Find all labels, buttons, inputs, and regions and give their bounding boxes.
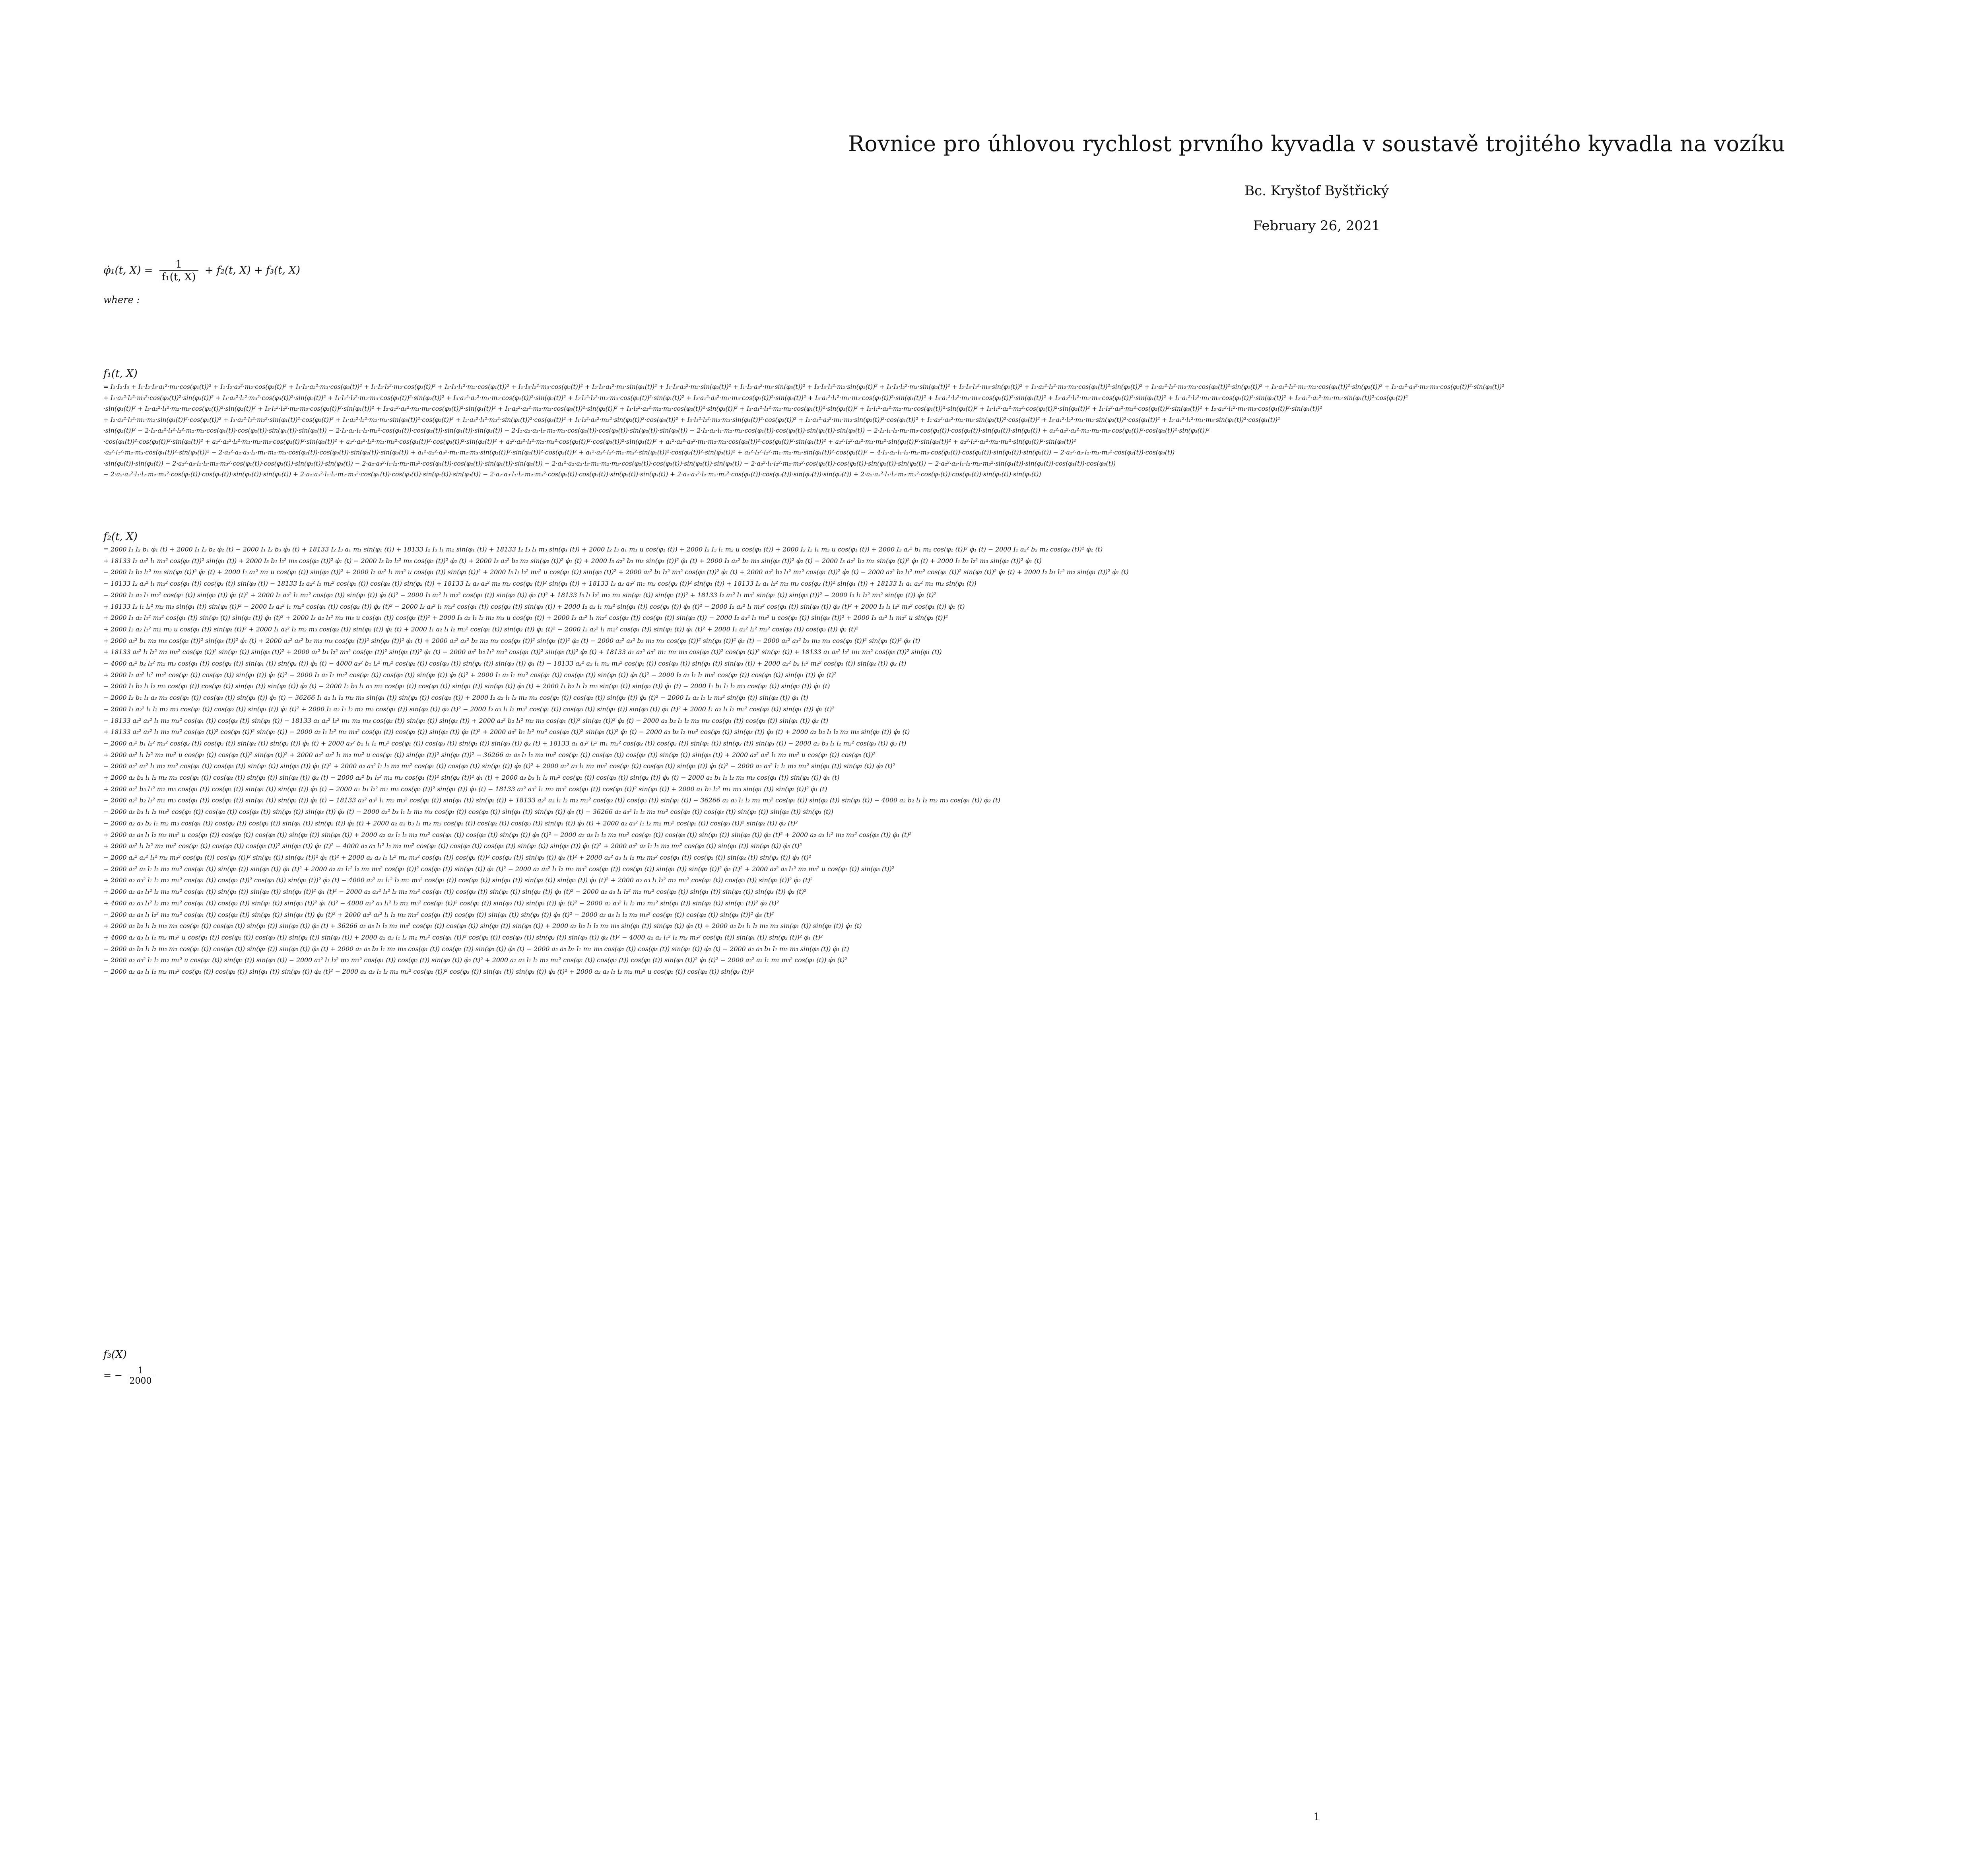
formula-line: = 2000 I₁ I₂ b₁ φ̇₁ (t) + 2000 I₁ I₃ b₂ φ̇₂ (t) − 2000 I₁ I₂ b₃ φ̇₃ (t) + 18133 I₂ I₃ a₁ m₁ sin(φ₁ (t)) + 18133 I₂ I₃ l₁ m₂ sin(φ₁ (t)) + 18133 I₂ I₃ l₁ m₃ sin(φ₁ (t)) + 2000 I₂ I₃ a₁ m₁ u cos(φ₁ (t)) + 2000 I₂ I₃ l₁ m₂ u cos(φ₁ (t)) + 2000 I₂ I₃ l₁ m₃ u cos(φ₁ (t)) + 2000 I₃ a₂² b₁ m₂ cos(φ₂ (t))² φ̇₁ (t) − 2000 I₁ a₂² b₂ m₂ cos(φ₂ (t))² φ̇₂ (t) <box>103 546 1103 553</box>
formula-line: + 2000 a₂ a₃² l₁ l₂ m₂ m₃² cos(φ₁ (t)) cos(φ₂ (t))² cos(φ₃ (t)) sin(φ₃ (t))² φ̇₂ (t) − 4000 a₂² a₃ l₁² l₂ m₂ m₃² cos(φ₁ (t)) cos(φ₂ (t)) sin(φ₁ (t)) sin(φ₂ (t)) sin(φ₃ (t)) φ̇₁ (t)² + 2000 a₂ a₃ l₁ l₂² m₂ m₃² cos(φ₁ (t)) cos(φ₃ (t)) sin(φ₂ (t))² φ̇₂ (t)² <box>103 876 813 884</box>
formula-line: + 2000 a₂ b₂ l₁ l₂ m₂ m₃ cos(φ₁ (t)) cos(φ₂ (t)) sin(φ₁ (t)) sin(φ₂ (t)) φ̇₂ (t) + 36266 a₂ a₃ l₁ l₂ m₂ m₃² cos(φ₁ (t)) cos(φ₃ (t)) sin(φ₂ (t)) sin(φ₃ (t)) + 2000 a₂ b₂ l₁ l₂ m₂ m₃ sin(φ₁ (t)) sin(φ₂ (t)) φ̇₂ (t) + 2000 a₂ b₁ l₁ l₂ m₂ m₃ sin(φ₁ (t)) sin(φ₂ (t)) φ̇₁ (t) <box>103 922 862 930</box>
formula-line: ·cos(φ₁(t))²·cos(φ₃(t))²·sin(φ₂(t))² + a₁²·a₂²·l₂²·m₁·m₂·m₃·cos(φ₁(t))²·sin(φ₂(t))² + a₁²·a₃²·l₂²·m₁·m₃²·cos(φ₁(t))²·cos(φ₃(t))²·sin(φ₂(t))² + a₂²·a₃²·l₁²·m₂·m₃²·cos(φ₂(t))²·cos(φ₃(t))²·sin(φ₁(t))² + a₁²·a₂²·a₃²·m₁·m₂·m₃·cos(φ₂(t))²·cos(φ₃(t))²·sin(φ₁(t))² + a₁²·l₂²·a₃²·m₁·m₃²·sin(φ₁(t))²·sin(φ₂(t))² + a₂²·l₁²·a₃²·m₂·m₃²·sin(φ₁(t))²·sin(φ₃(t))² <box>103 438 1076 445</box>
formula-line: − 2000 I₁ a₂² l₁ l₂ m₂ m₃ cos(φ₁ (t)) cos(φ₂ (t)) sin(φ₁ (t)) φ̇₁ (t)² + 2000 I₂ a₂ l₁ l₂ m₂ m₃ cos(φ₁ (t)) sin(φ₂ (t)) φ̇₂ (t)² − 2000 I₂ a₃ l₁ l₂ m₃² cos(φ₁ (t)) cos(φ₃ (t)) sin(φ₁ (t)) sin(φ₃ (t)) φ̇₁ (t)² + 2000 I₁ a₂ l₁ l₂ m₃² cos(φ₂ (t)) sin(φ₁ (t)) φ̇₂ (t)² <box>103 705 835 713</box>
formula-line: − 2000 a₃² b₁ l₂² m₃² cos(φ₂ (t)) cos(φ₃ (t)) sin(φ₂ (t)) sin(φ₃ (t)) φ̇₁ (t) + 2000 a₃² b₂ l₁ l₂ m₃² cos(φ₁ (t)) cos(φ₃ (t)) sin(φ₁ (t)) sin(φ₃ (t)) φ̇₂ (t) + 18133 a₁ a₃² l₂² m₁ m₃² cos(φ₂ (t)) cos(φ₃ (t)) sin(φ₁ (t)) sin(φ₂ (t)) sin(φ₃ (t)) − 2000 a₃ b₃ l₁ l₂ m₃² cos(φ₃ (t)) φ̇₃ (t) <box>103 739 907 747</box>
formula-line: − 2000 I₃ b₂ l₂² m₃ sin(φ₂ (t))² φ̇₂ (t) + 2000 I₁ a₂² m₂ u cos(φ₁ (t)) sin(φ₂ (t))² + 2000 I₂ a₃² l₁ m₃² u cos(φ₁ (t)) sin(φ₃ (t))² + 2000 I₃ l₁ l₂² m₃² u cos(φ₁ (t)) sin(φ₂ (t))² + 2000 a₃² b₁ l₂² m₃² cos(φ₃ (t))² φ̇₁ (t) + 2000 a₂² b₂ l₁² m₂² cos(φ₁ (t))² φ̇₂ (t) − 2000 a₂² b₂ l₁² m₂² cos(φ₁ (t))² sin(φ₂ (t))² φ̇₂ (t) + 2000 I₂ b₁ l₁² m₂ sin(φ₁ (t))² φ̇₁ (t) <box>103 568 1129 576</box>
formula-line: − 2000 a₂ a₃² l₁ l₂ m₂ m₃² u cos(φ₁ (t)) sin(φ₂ (t)) sin(φ₃ (t)) − 2000 a₃² l₁ l₂² m₂ m₃² cos(φ₁ (t)) cos(φ₂ (t)) sin(φ₂ (t)) φ̇₂ (t)² + 2000 a₂ a₃ l₁ l₂ m₂ m₃² cos(φ₁ (t)) cos(φ₂ (t)) cos(φ₃ (t)) sin(φ₃ (t))² φ̇₃ (t)² − 2000 a₂² a₃ l₁ m₂ m₃² cos(φ₁ (t)) φ̇₃ (t)² <box>103 956 847 964</box>
formula-line: − 2000 a₂² a₃² l₁² m₂ m₃² cos(φ₁ (t)) cos(φ₃ (t))² sin(φ₁ (t)) sin(φ₂ (t))² φ̇₁ (t)² + 2000 a₂ a₃ l₁ l₂² m₂ m₃² cos(φ₁ (t)) cos(φ₂ (t))² cos(φ₃ (t)) sin(φ₃ (t)) φ̇₂ (t)² + 2000 a₂² a₃ l₁ l₂ m₂ m₃² cos(φ₁ (t)) cos(φ₂ (t)) sin(φ₂ (t)) sin(φ₃ (t)) φ̇₃ (t)² <box>103 853 812 861</box>
f3-expression <box>103 1366 153 1386</box>
f3-fraction <box>128 1366 153 1386</box>
formula-line: + 18133 I₂ a₃² l₁ m₃² cos(φ₃ (t))² sin(φ₁ (t)) + 2000 I₃ b₁ l₂² m₃ cos(φ₂ (t))² φ̇₁ (t) − 2000 I₃ b₂ l₂² m₃ cos(φ₂ (t))² φ̇₂ (t) + 2000 I₃ a₂² b₂ m₂ sin(φ₂ (t))² φ̇₁ (t) + 2000 I₃ a₂² b₃ m₃ sin(φ₃ (t))² φ̇₁ (t) + 2000 I₃ a₃² b₂ m₃ sin(φ₃ (t))² φ̇₂ (t) − 2000 I₃ a₂² b₂ m₂ sin(φ₂ (t))² φ̇₁ (t) + 2000 I₁ b₂ l₂² m₃ sin(φ₂ (t))² φ̇₁ (t) <box>103 557 1042 565</box>
formula-line: ·sin(φ₂(t))² − 2·I₂·a₂²·l₁²·l₂²·m₂·m₃·cos(φ₁(t))·cos(φ₂(t))·sin(φ₁(t))·sin(φ₂(t)) − 2·I₃·a₂·l₁·l₂·m₂²·cos(φ₁(t))·cos(φ₂(t))·sin(φ₁(t))·sin(φ₂(t)) − 2·I₁·a₂·a₃·l₂·m₂·m₃·cos(φ₂(t))·cos(φ₃(t))·sin(φ₂(t))·sin(φ₃(t)) − 2·I₂·a₃·l₁·m₂·m₃·cos(φ₁(t))·cos(φ₃(t))·sin(φ₁(t))·sin(φ₃(t)) − 2·I₃·l₁·l₂·m₂·m₃·cos(φ₁(t))·cos(φ₂(t))·sin(φ₁(t))·sin(φ₂(t)) + a₁²·a₂²·a₃²·m₁·m₂·m₃·cos(φ₁(t))²·cos(φ₂(t))²·sin(φ₃(t))² <box>103 427 1210 434</box>
formula-line: + 18133 a₂² a₃² l₁ m₂ m₃² cos(φ₂ (t))² cos(φ₃ (t))² sin(φ₁ (t)) − 2000 a₂ l₁ l₂² m₂ m₃² cos(φ₁ (t)) cos(φ₂ (t)) sin(φ₂ (t)) φ̇₂ (t)² + 2000 a₃² b₁ l₂² m₃² cos(φ₂ (t))² sin(φ₃ (t))² φ̇₁ (t) − 2000 a₃ b₃ l₂ m₃² cos(φ₂ (t)) sin(φ₃ (t)) φ̇₃ (t) + 2000 a₂ b₂ l₁ l₂ m₂ m₃ sin(φ₂ (t)) φ̇₂ (t) <box>103 728 910 736</box>
formula-line: − 2000 a₂ a₃ b₂ l₁ m₂ m₃ cos(φ₁ (t)) cos(φ₂ (t)) cos(φ₃ (t)) sin(φ₁ (t)) sin(φ₂ (t)) φ̇₂ (t) + 2000 a₂ a₃ b₃ l₁ m₂ m₃ cos(φ₁ (t)) cos(φ₂ (t)) cos(φ₃ (t)) sin(φ₃ (t)) φ̇₃ (t) + 2000 a₂ a₃² l₁ l₂ m₂ m₃² cos(φ₁ (t)) cos(φ₃ (t))² sin(φ₂ (t)) φ̇₂ (t)² <box>103 819 798 827</box>
formula-line: + 2000 a₂ a₃ l₁ l₂ m₂ m₃² u cos(φ₁ (t)) cos(φ₂ (t)) cos(φ₃ (t)) sin(φ₂ (t)) sin(φ₃ (t)) + 2000 a₂ a₃ l₁ l₂ m₂ m₃² cos(φ₁ (t)) cos(φ₂ (t)) sin(φ₃ (t)) φ̇₃ (t)² − 2000 a₂ a₃ l₁ l₂ m₂ m₃² cos(φ₁ (t)) cos(φ₃ (t)) sin(φ₁ (t)) sin(φ₂ (t)) φ̇₂ (t)² + 2000 a₂ a₃ l₁² m₂ m₃² cos(φ₃ (t)) φ̇₁ (t)² <box>103 831 912 839</box>
main-equation-rest: + f₂(t, X) + f₃(t, X) <box>204 264 300 276</box>
f2-label: f₂(t, X) <box>103 531 138 543</box>
where-label: where : <box>103 294 140 305</box>
formula-line: + 2000 I₃ a₂ l₁² m₂ m₃ u cos(φ₁ (t)) sin(φ₂ (t))² + 2000 I₁ a₂² l₂ m₂ m₃ cos(φ₂ (t)) sin(φ₂ (t)) φ̇₂ (t) + 2000 I₁ a₂ l₁ l₂ m₃² cos(φ₁ (t)) sin(φ₂ (t)) φ̇₂ (t)² − 2000 I₃ a₂² l₁ m₂² cos(φ₁ (t)) sin(φ₁ (t)) φ̇₁ (t)² + 2000 I₁ a₃² l₂² m₃² cos(φ₂ (t)) cos(φ₃ (t)) φ̇₂ (t)² <box>103 625 859 633</box>
f1-label: f₁(t, X) <box>103 368 138 380</box>
main-equation-fraction <box>159 258 198 283</box>
formula-line: − 2000 a₂² b₂ l₁² m₂ m₃ cos(φ₁ (t)) cos(φ₂ (t)) sin(φ₁ (t)) sin(φ₂ (t)) φ̇₂ (t) − 18133 a₂² a₃² l₁ m₂ m₃² cos(φ₂ (t)) sin(φ₁ (t)) sin(φ₂ (t)) + 18133 a₂² a₃ l₁ l₂ m₂ m₃² cos(φ₂ (t)) cos(φ₃ (t)) sin(φ₁ (t)) − 36266 a₂ a₃ l₁ l₂ m₂ m₃² cos(φ₁ (t)) sin(φ₂ (t)) sin(φ₃ (t)) − 4000 a₂ b₂ l₁ l₂ m₂ m₃ cos(φ₁ (t)) φ̇₂ (t) <box>103 796 1000 804</box>
formula-line: + 18133 I₃ l₁ l₂² m₂ m₃ sin(φ₁ (t)) sin(φ₂ (t))² − 2000 I₃ a₂² l₁ m₂² cos(φ₁ (t)) cos(φ₂ (t)) φ̇₂ (t)² − 2000 I₂ a₃² l₁ m₃² cos(φ₁ (t)) cos(φ₃ (t)) sin(φ₃ (t)) + 2000 I₂ a₃ l₁ m₃² sin(φ₁ (t)) cos(φ₃ (t)) φ̇₃ (t)² − 2000 I₂ a₃² l₁ m₃² cos(φ₁ (t)) sin(φ₃ (t)) φ̇₃ (t)² + 2000 I₃ l₁ l₂² m₃² cos(φ₁ (t)) φ̇₁ (t) <box>103 602 965 610</box>
formula-line: − 18133 a₂² a₃² l₁ m₂ m₃² cos(φ₁ (t)) cos(φ₃ (t)) sin(φ₃ (t)) − 18133 a₁ a₂² l₂² m₁ m₂ m₃ cos(φ₂ (t)) sin(φ₁ (t)) sin(φ₂ (t)) + 2000 a₂² b₂ l₁² m₂ m₃ cos(φ₁ (t))² sin(φ₂ (t))² φ̇₂ (t) − 2000 a₂ b₂ l₁ l₂ m₂ m₃ cos(φ₁ (t)) cos(φ₂ (t)) sin(φ₁ (t)) φ̇₂ (t) <box>103 716 829 724</box>
formula-line: = I₁·I₂·I₃ + I₁·I₂·I₃·a₁²·m₁·cos(φ₁(t))² + I₁·I₂·a₂²·m₂·cos(φ₂(t))² + I₁·I₂·a₂²·m₃·cos(φ₂(t))² + I₁·I₂·l₂²·m₂·cos(φ₁(t))² + I₂·I₃·l₁²·m₂·cos(φ₁(t))² + I₁·I₃·l₂²·m₃·cos(φ₂(t))² + I₂·I₃·a₁²·m₁·sin(φ₁(t))² + I₁·I₃·a₂²·m₂·sin(φ₂(t))² + I₁·I₂·a₃²·m₃·sin(φ₃(t))² + I₂·I₃·l₁²·m₂·sin(φ₁(t))² + I₁·I₃·l₂²·m₃·sin(φ₂(t))² + I₂·I₃·l₁²·m₃·sin(φ₁(t))² + I₁·a₂²·l₂²·m₂·m₃·cos(φ₁(t))²·sin(φ₂(t))² + I₁·a₂²·l₂²·m₂·m₃·cos(φ₂(t))²·sin(φ₁(t))² + I₃·a₁²·l₂²·m₁·m₂·cos(φ₁(t))²·sin(φ₂(t))² + I₂·a₂²·a₃²·m₂·m₃·cos(φ₂(t))²·sin(φ₃(t))² <box>103 383 1505 390</box>
f3-numerator: 1 <box>128 1366 153 1376</box>
document-author: Bc. Kryštof Byštřický <box>1244 183 1389 199</box>
formula-line: − 2000 a₂² a₃² l₁ m₂ m₃² cos(φ₁ (t)) cos(φ₃ (t)) sin(φ₁ (t)) sin(φ₃ (t)) φ̇₁ (t)² + 2000 a₂ a₃² l₁ l₂ m₂ m₃² cos(φ₁ (t)) cos(φ₂ (t)) sin(φ₁ (t)) φ̇₂ (t)² + 2000 a₂² a₃ l₁ m₂ m₃² cos(φ₁ (t)) cos(φ₃ (t)) sin(φ₃ (t)) φ̇₃ (t)² − 2000 a₂ a₃² l₁ l₂ m₂ m₃² sin(φ₁ (t)) sin(φ₂ (t)) φ̇₂ (t)² <box>103 762 895 770</box>
formula-line: + 2000 a₃² l₁ l₂² m₂ m₃² u cos(φ₁ (t)) cos(φ₂ (t))² sin(φ₃ (t))² + 2000 a₂² a₃² l₁ m₂ m₃² u cos(φ₁ (t)) sin(φ₂ (t))² sin(φ₃ (t))² − 36266 a₂ a₃ l₁ l₂ m₂ m₃² cos(φ₁ (t)) cos(φ₂ (t)) cos(φ₃ (t)) sin(φ₂ (t)) sin(φ₃ (t)) + 2000 a₂² a₃² l₁ m₂ m₃² u cos(φ₁ (t)) cos(φ₃ (t))² <box>103 751 876 759</box>
f1-expression <box>103 382 1988 480</box>
formula-line: − 18133 I₂ a₃² l₁ m₃² cos(φ₁ (t)) cos(φ₃ (t)) sin(φ₃ (t)) − 18133 I₂ a₂² l₁ m₂² cos(φ₁ (t)) cos(φ₂ (t)) sin(φ₂ (t)) + 18133 I₂ a₃ a₂² m₂ m₃ cos(φ₂ (t))² sin(φ₁ (t)) + 18133 I₃ a₂ a₃² m₁ m₃ cos(φ₃ (t))² sin(φ₁ (t)) + 18133 I₃ a₁ l₂² m₁ m₃ cos(φ₂ (t))² sin(φ₁ (t)) + 18133 I₁ a₁ a₂² m₁ m₂ sin(φ₁ (t)) <box>103 580 977 588</box>
formula-line: − 2000 I₃ a₂ l₁ m₂² cos(φ₁ (t)) sin(φ₂ (t)) φ̇₂ (t)² + 2000 I₃ a₂² l₁ m₂² cos(φ₂ (t)) sin(φ₁ (t)) φ̇₂ (t)² − 2000 I₃ a₂² l₁ m₂² cos(φ₁ (t)) sin(φ₂ (t)) φ̇₂ (t)² + 18133 I₃ l₁ l₂² m₂ m₃ sin(φ₁ (t)) sin(φ₂ (t))² + 18133 I₂ a₃² l₁ m₃² sin(φ₁ (t)) sin(φ₃ (t))² − 2000 I₃ l₁ l₂² m₃² sin(φ₂ (t)) φ̇₂ (t)² <box>103 591 936 599</box>
f3-label: f₃(X) <box>103 1349 127 1361</box>
page-number: 1 <box>1313 1811 1320 1823</box>
formula-line: − 4000 a₂² b₂ l₁² m₂ m₃ cos(φ₁ (t)) cos(φ₂ (t)) sin(φ₁ (t)) sin(φ₂ (t)) φ̇₂ (t) − 4000 a₃² b₁ l₂² m₃² cos(φ₂ (t)) cos(φ₃ (t)) sin(φ₂ (t)) sin(φ₃ (t)) φ̇₁ (t) − 18133 a₂² a₃ l₁ m₂ m₃² cos(φ₁ (t)) cos(φ₃ (t)) sin(φ₁ (t)) sin(φ₃ (t)) + 2000 a₂² b₂ l₁² m₂² cos(φ₁ (t)) sin(φ₂ (t)) φ̇₂ (t) <box>103 660 907 668</box>
formula-line: − 2000 I₂ b₁ l₁ a₃ m₃ cos(φ₁ (t)) cos(φ₃ (t)) sin(φ₃ (t)) φ̇₁ (t) − 36266 I₁ a₂ l₁ l₂ m₂ m₃ sin(φ₁ (t)) sin(φ₂ (t)) cos(φ₂ (t)) + 2000 I₂ a₂ l₁ l₂ m₂ m₃ cos(φ₁ (t)) cos(φ₂ (t)) sin(φ₂ (t)) φ̇₂ (t)² − 2000 I₃ a₂ l₁ l₂ m₃² sin(φ₁ (t)) sin(φ₂ (t)) φ̇₁ (t) <box>103 694 808 702</box>
formula-line: + 2000 I₁ a₂ l₁² m₃² cos(φ₁ (t)) sin(φ₁ (t)) sin(φ₂ (t)) φ̇₁ (t)² + 2000 I₃ a₂ l₁² m₂ m₃ u cos(φ₁ (t)) cos(φ₂ (t))² + 2000 I₃ a₂ l₁ l₂ m₂ m₃ u cos(φ₁ (t)) + 2000 I₃ a₂² l₁ m₂² cos(φ₂ (t)) cos(φ₁ (t)) sin(φ₂ (t)) − 2000 I₂ a₃² l₁ m₃² u cos(φ₁ (t)) sin(φ₃ (t))² + 2000 I₃ a₂² l₁ m₂² u sin(φ₂ (t))² <box>103 614 948 622</box>
main-equation-equals: = <box>144 264 153 276</box>
formula-line: − 2000 a₂² a₃ l₁ l₂ m₂ m₃² cos(φ₁ (t)) sin(φ₂ (t)) sin(φ₃ (t)) φ̇₁ (t)² + 2000 a₂ a₃ l₁² l₂ m₂ m₃² cos(φ₁ (t))² cos(φ₂ (t)) sin(φ₃ (t)) φ̇₁ (t)² − 2000 a₂ a₃² l₁ l₂ m₂ m₃² cos(φ₂ (t)) cos(φ₃ (t)) sin(φ₁ (t)) sin(φ₂ (t))² φ̇₂ (t)² + 2000 a₂² a₃ l₁² m₂ m₃² u cos(φ₁ (t)) sin(φ₃ (t))² <box>103 865 895 873</box>
main-equation-denominator: f₁(t, X) <box>161 271 196 283</box>
formula-line: + I₂·a₁²·l₁²·m₁·m₂·sin(φ₁(t))²·cos(φ₁(t))² + I₃·a₂²·l₁²·m₂²·sin(φ₁(t))²·cos(φ₂(t))² + I₁·a₂²·l₂²·m₂·m₃·sin(φ₃(t))²·cos(φ₂(t))² + I₂·a₃²·l₁²·m₃²·sin(φ₁(t))²·cos(φ₃(t))² + I₁·l₂²·a₃²·m₃²·sin(φ₂(t))²·cos(φ₃(t))² + I₃·l₁²·l₂²·m₂·m₃·sin(φ₁(t))²·cos(φ₂(t))² + I₂·a₁²·a₂²·m₁·m₂·sin(φ₂(t))²·cos(φ₁(t))² + I₁·a₂²·a₃²·m₂·m₃·sin(φ₂(t))²·cos(φ₃(t))² + I₃·a₁²·l₂²·m₁·m₂·sin(φ₂(t))²·cos(φ₁(t))² + I₂·a₁²·l₁²·m₁·m₃·sin(φ₁(t))²·cos(φ₁(t))² <box>103 416 1280 423</box>
document-title: Rovnice pro úhlovou rychlost prvního kyvadla v soustavě trojitého kyvadla na vozíku <box>848 131 1785 156</box>
formula-line: − 2000 I₁ b₂ l₁ l₂ m₃ cos(φ₁ (t)) cos(φ₂ (t)) sin(φ₁ (t)) sin(φ₂ (t)) φ̇₂ (t) − 2000 I₂ b₃ l₁ a₃ m₃ cos(φ₁ (t)) cos(φ₃ (t)) sin(φ₁ (t)) sin(φ₃ (t)) φ̇₃ (t) + 2000 I₁ b₂ l₁ l₂ m₃ sin(φ₁ (t)) sin(φ₂ (t)) φ̇₁ (t) − 2000 I₁ b₁ l₁ l₂ m₃ cos(φ₁ (t)) sin(φ₂ (t)) φ̇₁ (t) <box>103 682 830 690</box>
formula-line: + 2000 a₂ a₃ l₁² l₂ m₂ m₃² cos(φ₁ (t)) sin(φ₁ (t)) sin(φ₂ (t)) sin(φ₃ (t))² φ̇₁ (t)² − 2000 a₂ a₃² l₁² l₂ m₂ m₃² cos(φ₁ (t)) cos(φ₃ (t)) sin(φ₁ (t)) sin(φ₂ (t)) φ̇₁ (t)² − 2000 a₂ a₃ l₁ l₂² m₂ m₃² cos(φ₂ (t)) sin(φ₁ (t)) sin(φ₂ (t)) sin(φ₃ (t)) φ̇₂ (t)² <box>103 888 807 896</box>
formula-line: + 4000 a₂ a₃ l₁² l₂ m₂ m₃² cos(φ₁ (t)) cos(φ₂ (t)) sin(φ₁ (t)) sin(φ₃ (t))² φ̇₁ (t)² − 4000 a₂² a₃ l₁² l₂ m₂ m₃² cos(φ₁ (t))² cos(φ₂ (t)) sin(φ₂ (t)) sin(φ₃ (t)) φ̇₁ (t)² − 2000 a₂ a₃² l₁ l₂ m₂ m₃² sin(φ₁ (t)) sin(φ₂ (t)) sin(φ₃ (t))² φ̇₂ (t)² <box>103 899 779 907</box>
formula-line: ·a₂²·l₁²·m₂·m₃·cos(φ₁(t))²·sin(φ₃(t))² − 2·a₁²·a₂·a₃·l₂·m₁·m₂·m₃·cos(φ₂(t))·cos(φ₃(t))·sin(φ₂(t))·sin(φ₃(t)) + a₁²·a₂²·a₃²·m₁·m₂·m₃·sin(φ₁(t))²·sin(φ₂(t))²·cos(φ₃(t))² + a₁²·a₃²·l₂²·m₁·m₃²·sin(φ₁(t))²·cos(φ₂(t))²·sin(φ₃(t))² + a₁²·l₁²·l₂²·m₁·m₂·m₃·sin(φ₁(t))²·cos(φ₂(t))² − 4·I₃·a₂·l₁·l₂·m₂·m₃·cos(φ₁(t))·cos(φ₂(t))·sin(φ₁(t))·sin(φ₂(t)) − 2·a₁²·a₃·l₂·m₁·m₃²·cos(φ₂(t))·cos(φ₃(t)) <box>103 449 1175 456</box>
f2-expression <box>103 544 1988 978</box>
f3-sign: − <box>114 1370 122 1381</box>
formula-line: − 2000 a₂ a₃ l₁ l₂² m₂ m₃² cos(φ₁ (t)) cos(φ₂ (t)) sin(φ₂ (t)) sin(φ₃ (t)) φ̇₂ (t)² + 2000 a₂² a₃² l₁ l₂ m₂ m₃² cos(φ₁ (t)) cos(φ₃ (t)) sin(φ₁ (t)) sin(φ₃ (t)) φ̇₃ (t)² − 2000 a₂ a₃ l₁ l₂ m₂ m₃² cos(φ₁ (t)) cos(φ₂ (t)) sin(φ₃ (t))² φ̇₃ (t)² <box>103 911 774 918</box>
formula-line: + 2000 I₂ a₂² l₁² m₂² cos(φ₁ (t)) cos(φ₂ (t)) sin(φ₁ (t)) φ̇₁ (t)² − 2000 I₃ a₂ l₁ m₂² cos(φ₁ (t)) cos(φ₂ (t)) sin(φ₂ (t)) φ̇₂ (t)² + 2000 I₁ a₃ l₁ m₃² cos(φ₁ (t)) cos(φ₃ (t)) sin(φ₃ (t)) φ̇₃ (t)² − 2000 I₂ a₃ l₁ l₂ m₃² cos(φ₂ (t)) cos(φ₃ (t)) sin(φ₁ (t)) φ̇₂ (t)² <box>103 671 837 679</box>
f3-equals: = <box>103 1370 112 1381</box>
formula-line: + 4000 a₂ a₃ l₁ l₂ m₂ m₃² u cos(φ₁ (t)) cos(φ₂ (t)) cos(φ₃ (t)) sin(φ₂ (t)) sin(φ₃ (t)) + 2000 a₂ a₃ l₁ l₂ m₂ m₃² cos(φ₁ (t))² cos(φ₂ (t)) cos(φ₃ (t)) sin(φ₂ (t)) sin(φ₃ (t)) φ̇₂ (t)² − 4000 a₂ a₃ l₁² l₂ m₂ m₃² cos(φ₁ (t)) sin(φ₁ (t)) sin(φ₂ (t))² φ̇₁ (t)² <box>103 933 823 941</box>
formula-line: + 18133 a₃² l₁ l₂² m₂ m₃² cos(φ₂ (t))² sin(φ₁ (t)) sin(φ₃ (t))² + 2000 a₃² b₁ l₂² m₃² cos(φ₂ (t))² sin(φ₃ (t))² φ̇₁ (t) − 2000 a₃² b₂ l₁² m₃² cos(φ₁ (t))² sin(φ₃ (t))² φ̇₂ (t) + 18133 a₁ a₂² a₃² m₁ m₂ m₃ cos(φ₂ (t))² cos(φ₃ (t))² sin(φ₁ (t)) + 18133 a₁ a₃² l₂² m₁ m₃² cos(φ₃ (t))² sin(φ₁ (t)) <box>103 648 942 656</box>
formula-line: − 2000 a₃ b₃ l₁ l₂ m₃² cos(φ₁ (t)) cos(φ₂ (t)) cos(φ₃ (t)) sin(φ₂ (t)) sin(φ₃ (t)) φ̇₃ (t) − 2000 a₂² b₃ l₁ l₂ m₂ m₃ cos(φ₁ (t)) cos(φ₂ (t)) sin(φ₁ (t)) sin(φ₃ (t)) φ̇₃ (t) − 36266 a₂ a₃² l₁ l₂ m₂ m₃² cos(φ₂ (t)) cos(φ₃ (t)) sin(φ₁ (t)) sin(φ₂ (t)) sin(φ₃ (t)) <box>103 808 833 816</box>
formula-line: − 2·a₂·a₃²·l₁·l₂·m₂·m₃²·cos(φ₁(t))·cos(φ₂(t))·sin(φ₁(t))·sin(φ₂(t)) + 2·a₂·a₃²·l₁·l₂·m₂·m₃²·cos(φ₁(t))·cos(φ₃(t))·sin(φ₁(t))·sin(φ₃(t)) − 2·a₂·a₃·l₁·l₂·m₂·m₃²·cos(φ₂(t))·cos(φ₃(t))·sin(φ₂(t))·sin(φ₃(t)) + 2·a₂·a₃²·l₂·m₂·m₃²·cos(φ₁(t))·cos(φ₃(t))·sin(φ₂(t))·sin(φ₃(t)) + 2·a₂·a₃²·l₁·l₂·m₂·m₃²·cos(φ₁(t))·cos(φ₂(t))·sin(φ₁(t))·sin(φ₃(t)) <box>103 471 1041 478</box>
formula-line: + I₁·a₂²·l₂²·m₃²·cos(φ₂(t))²·sin(φ₃(t))² + I₁·a₃²·l₂²·m₃²·cos(φ₃(t))²·sin(φ₂(t))² + I₁·l₁²·l₂²·m₂·m₃·cos(φ₁(t))²·sin(φ₂(t))² + I₃·a₁²·a₂²·m₁·m₂·cos(φ₁(t))²·sin(φ₂(t))² + I₂·l₁²·l₂²·m₂·m₃·cos(φ₂(t))²·sin(φ₁(t))² + I₂·a₁²·a₃²·m₁·m₃·cos(φ₁(t))²·sin(φ₃(t))² + I₃·a₁²·l₁²·m₁·m₂·cos(φ₁(t))²·sin(φ₁(t))² + I₃·a₁²·l₂²·m₁·m₃·cos(φ₂(t))²·sin(φ₁(t))² + I₂·a₂²·l₁²·m₂·m₃·cos(φ₂(t))²·sin(φ₁(t))² + I₁·a₁²·l₂²·m₁·m₃·cos(φ₁(t))²·sin(φ₂(t))² + I₂·a₁²·a₂²·m₁·m₂·sin(φ₁(t))²·cos(φ₂(t))² <box>103 394 1408 402</box>
formula-line: + 2000 a₃² l₁ l₂² m₂ m₃² cos(φ₁ (t)) cos(φ₂ (t)) cos(φ₃ (t))² sin(φ₂ (t)) φ̇₂ (t)² − 4000 a₂ a₃ l₁² l₂ m₂ m₃² cos(φ₁ (t)) cos(φ₂ (t)) cos(φ₃ (t)) sin(φ₁ (t)) sin(φ₃ (t)) φ̇₁ (t)² + 2000 a₂² a₃ l₁ l₂ m₂ m₃² cos(φ₂ (t)) sin(φ₁ (t)) sin(φ₃ (t)) φ̇₃ (t)² <box>103 842 802 850</box>
main-equation-lhs: φ̇₁(t, X) <box>103 264 141 276</box>
formula-line: + 2000 a₂ b₂ l₁ l₂ m₂ m₃ cos(φ₁ (t)) cos(φ₂ (t)) sin(φ₁ (t)) sin(φ₂ (t)) φ̇₂ (t) − 2000 a₂² b₁ l₁² m₂ m₃ cos(φ₁ (t))² sin(φ₂ (t))² φ̇₁ (t) + 2000 a₃ b₃ l₁ l₂ m₃² cos(φ₁ (t)) cos(φ₃ (t)) sin(φ₂ (t)) φ̇₃ (t) − 2000 a₁ b₁ l₁ l₂ m₁ m₃ cos(φ₁ (t)) sin(φ₂ (t)) φ̇₁ (t) <box>103 774 840 782</box>
formula-line: − 2000 a₂ b₃ l₁ l₂ m₂ m₃ cos(φ₁ (t)) cos(φ₃ (t)) sin(φ₂ (t)) sin(φ₃ (t)) φ̇₃ (t) + 2000 a₂ a₃ b₃ l₁ m₂ m₃ cos(φ₁ (t)) cos(φ₂ (t)) sin(φ₃ (t)) φ̇₃ (t) − 2000 a₂ a₃ b₂ l₁ m₂ m₃ cos(φ₂ (t)) cos(φ₃ (t)) sin(φ₁ (t)) φ̇₂ (t) − 2000 a₂ a₃ b₁ l₁ m₂ m₃ sin(φ₃ (t)) φ̇₁ (t) <box>103 945 849 953</box>
formula-line: − 2000 a₂ a₃ l₁ l₂ m₂ m₃² cos(φ₁ (t)) cos(φ₂ (t)) sin(φ₁ (t)) sin(φ₃ (t)) φ̇₂ (t)² − 2000 a₂ a₃ l₁ l₂ m₂ m₃² cos(φ₂ (t))² cos(φ₃ (t)) sin(φ₁ (t)) sin(φ₃ (t)) φ̇₂ (t)² + 2000 a₂ a₃ l₁ l₂ m₂ m₃² u cos(φ₁ (t)) cos(φ₂ (t)) sin(φ₃ (t))² <box>103 968 754 976</box>
f3-denominator: 2000 <box>129 1376 152 1386</box>
formula-line: ·sin(φ₁(t))² + I₂·a₂²·l₁²·m₂·m₃·cos(φ₁(t))²·sin(φ₂(t))² + I₃·l₁²·l₂²·m₂·m₃·cos(φ₂(t))²·sin(φ₁(t))² + I₂·a₁²·a₃²·m₁·m₃·cos(φ₃(t))²·sin(φ₁(t))² + I₁·a₂²·a₃²·m₂·m₃·cos(φ₃(t))²·sin(φ₂(t))² + I₁·l₂²·a₃²·m₂·m₃·cos(φ₂(t))²·sin(φ₃(t))² + I₃·a₁²·l₁²·m₁·m₂·cos(φ₁(t))²·sin(φ₁(t))² + I₂·l₁²·a₃²·m₂·m₃·cos(φ₁(t))²·sin(φ₃(t))² + I₃·l₁²·a₂²·m₂²·cos(φ₁(t))²·sin(φ₂(t))² + I₁·l₂²·a₃²·m₃²·cos(φ₂(t))²·sin(φ₃(t))² + I₂·a₁²·l₁²·m₁·m₃·cos(φ₁(t))²·sin(φ₁(t))² <box>103 405 1322 412</box>
formula-line: + 2000 a₂² b₃ l₁² m₂ m₃ cos(φ₁ (t)) cos(φ₃ (t)) sin(φ₁ (t)) sin(φ₃ (t)) φ̇₃ (t) − 2000 a₁ b₁ l₂² m₁ m₃ cos(φ₂ (t))² sin(φ₁ (t)) φ̇₁ (t) − 18133 a₂² a₃² l₁ m₂ m₃² cos(φ₁ (t)) cos(φ₃ (t))² sin(φ₃ (t)) + 2000 a₁ b₁ l₂² m₁ m₃ sin(φ₁ (t)) sin(φ₂ (t))² φ̇₁ (t) <box>103 785 827 793</box>
main-equation <box>103 258 300 283</box>
main-equation-numerator: 1 <box>159 258 198 271</box>
formula-line: + 2000 a₂² b₁ m₂ m₃ cos(φ₂ (t))² sin(φ₃ (t))² φ̇₁ (t) + 2000 a₂² a₃² b₂ m₂ m₃ cos(φ₂ (t))² sin(φ₃ (t))² φ̇₁ (t) + 2000 a₂² a₃² b₂ m₂ m₃ cos(φ₃ (t))² sin(φ₂ (t))² φ̇₂ (t) − 2000 a₂² a₃² b₂ m₂ m₃ cos(φ₂ (t))² sin(φ₃ (t))² φ̇₂ (t) − 2000 a₂² a₃² b₃ m₂ m₃ cos(φ₂ (t))² sin(φ₃ (t))² φ̇₃ (t) <box>103 637 920 645</box>
document-date: February 26, 2021 <box>1253 218 1380 234</box>
formula-line: ·sin(φ₂(t))·sin(φ₃(t)) − 2·a₂²·a₃·l₁·l₂·m₂·m₃²·cos(φ₁(t))·cos(φ₃(t))·sin(φ₁(t))·sin(φ₃(t)) − 2·a₂·a₃²·l₁·l₂·m₂·m₃²·cos(φ₁(t))·cos(φ₂(t))·sin(φ₁(t))·sin(φ₂(t)) − 2·a₁²·a₂·a₃·l₂·m₁·m₂·m₃·cos(φ₂(t))·cos(φ₃(t))·sin(φ₂(t))·sin(φ₃(t)) − 2·a₃²·l₁·l₂²·m₂·m₃²·cos(φ₁(t))·cos(φ₂(t))·sin(φ₁(t))·sin(φ₂(t)) − 2·a₂²·a₃·l₁·l₂·m₂·m₃²·sin(φ₁(t))·sin(φ₃(t))·cos(φ₁(t))·cos(φ₃(t)) <box>103 460 1116 467</box>
